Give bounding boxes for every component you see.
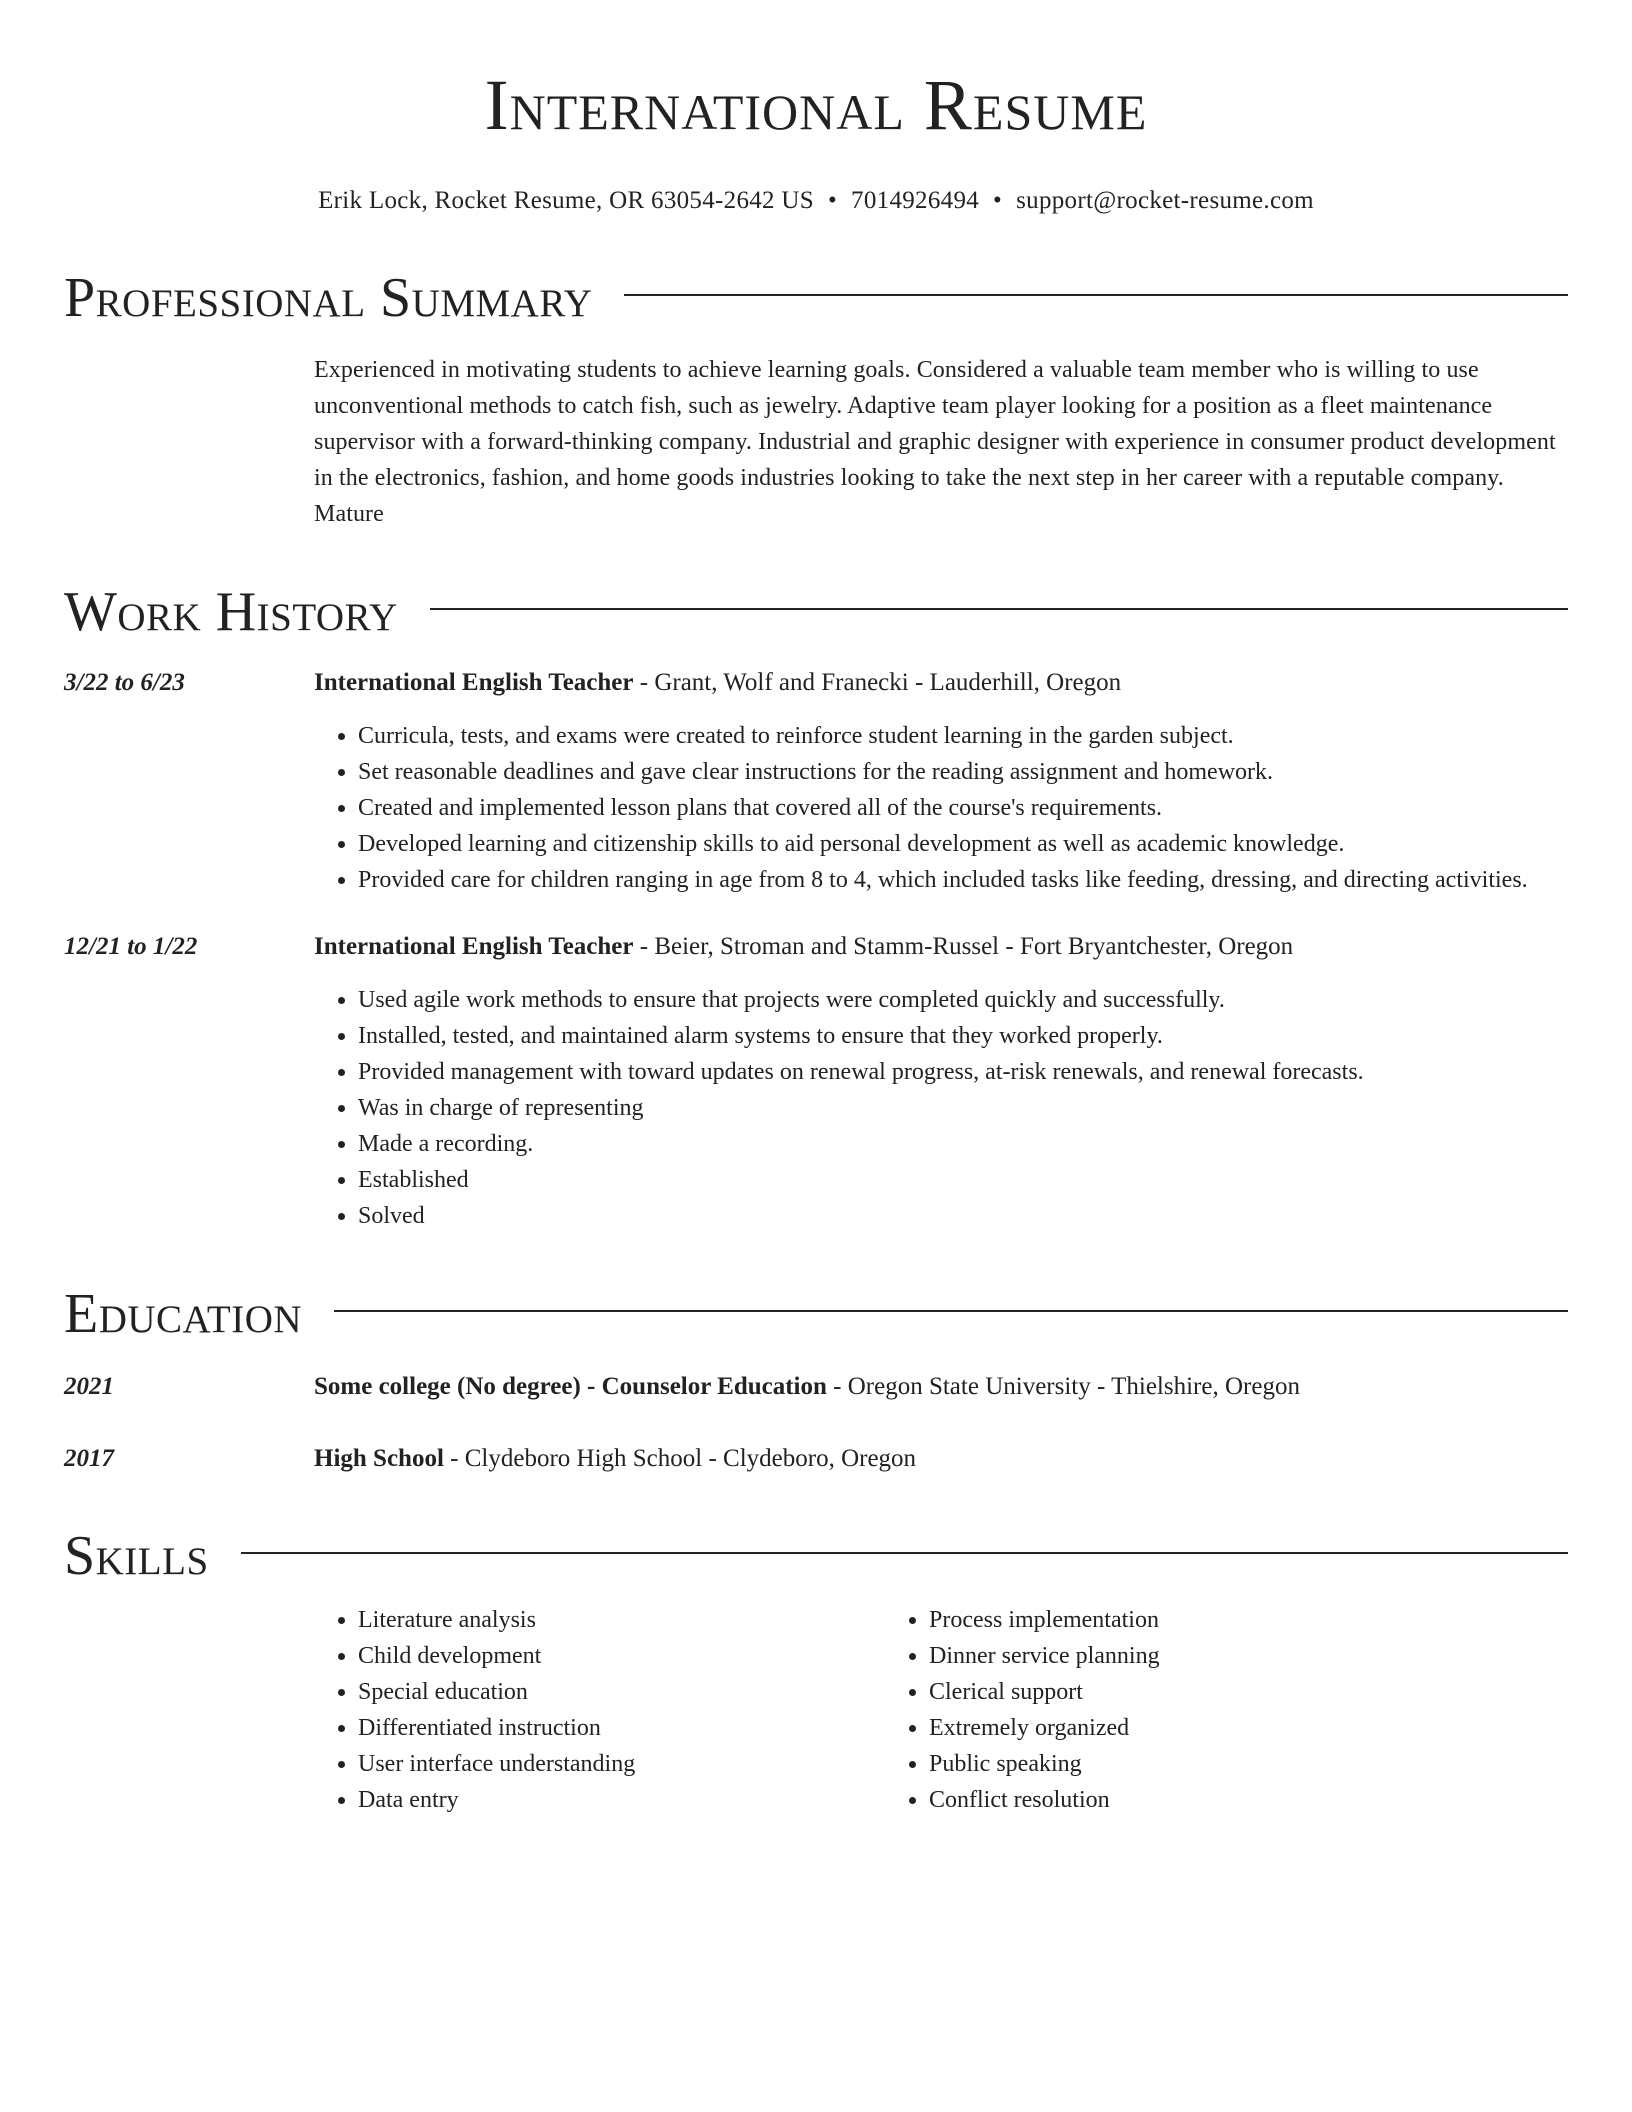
contact-line	[64, 184, 1568, 218]
job-body	[314, 930, 1568, 1234]
education-year: 2021	[64, 1373, 114, 1400]
section-header-education	[64, 1282, 1568, 1346]
job-entry	[64, 666, 1568, 898]
job-bullet: • Developed learning and citizenship skills to aid personal development as well as academic knowledge.	[358, 826, 1568, 862]
job-entry	[64, 930, 1568, 1234]
section-divider	[430, 608, 1568, 610]
job-bullet: • Provided care for children ranging in age from 8 to 4, which included tasks like feeding, dressing, and directing activities.	[358, 862, 1568, 898]
education-headline	[314, 1370, 1568, 1404]
job-dates: 12/21 to 1/22	[64, 933, 198, 960]
education-body	[314, 1442, 1568, 1476]
section-divider	[241, 1552, 1568, 1554]
skill-item: • Child development	[358, 1638, 885, 1674]
contact-email: support@rocket-resume.com	[1016, 187, 1314, 214]
job-bullet: • Set reasonable deadlines and gave clear instructions for the reading assignment and homework.	[358, 754, 1568, 790]
section-header-skills	[64, 1524, 1568, 1588]
section-title-work: Work History	[64, 581, 398, 643]
skill-item: • Process implementation	[929, 1602, 1456, 1638]
skills-list-right	[885, 1602, 1456, 1818]
education-details: - Oregon State University - Thielshire, Oregon	[826, 1373, 1300, 1400]
job-bullets	[314, 718, 1568, 898]
skill-item: • Conflict resolution	[929, 1782, 1456, 1818]
job-bullet: • Solved	[358, 1198, 1568, 1234]
job-details: - Grant, Wolf and Franecki - Lauderhill, Oregon	[633, 669, 1122, 696]
section-title-skills: Skills	[64, 1525, 209, 1587]
job-title: International English Teacher	[314, 933, 634, 960]
job-bullets	[314, 982, 1568, 1234]
education-degree: Some college (No degree) - Counselor Education	[314, 1373, 827, 1400]
section-divider	[624, 294, 1568, 296]
section-title-education: Education	[64, 1283, 303, 1345]
job-dates: 3/22 to 6/23	[64, 669, 185, 696]
job-title: International English Teacher	[314, 669, 634, 696]
contact-separator: •	[827, 187, 838, 214]
job-body	[314, 666, 1568, 898]
education-year: 2017	[64, 1445, 114, 1472]
skill-item: • Clerical support	[929, 1674, 1456, 1710]
skill-item: • User interface understanding	[358, 1746, 885, 1782]
job-bullet: • Used agile work methods to ensure that projects were completed quickly and successfully.	[358, 982, 1568, 1018]
education-details: - Clydeboro High School - Clydeboro, Oregon	[443, 1445, 917, 1472]
education-degree: High School	[314, 1445, 444, 1472]
job-headline	[314, 930, 1568, 964]
skill-item: • Extremely organized	[929, 1710, 1456, 1746]
skills-list-left	[314, 1602, 885, 1818]
education-headline	[314, 1442, 1568, 1476]
summary-text: Experienced in motivating students to achieve learning goals. Considered a valuable team member who is willing to use unconventional methods to catch fish, such as jewelry. Adaptive team player looking for a position as a fleet maintenance supervisor with a forward-thinking company. Industrial and graphic designer with experience in consumer product development in the electronics, fashion, and home goods industries looking to take the next step in her career with a reputable company. Mature	[314, 357, 1556, 527]
section-title-summary: Professional Summary	[64, 267, 593, 329]
job-bullet: • Established	[358, 1162, 1568, 1198]
section-divider	[334, 1310, 1568, 1312]
job-bullet: • Made a recording.	[358, 1126, 1568, 1162]
section-header-work	[64, 580, 1568, 644]
contact-separator: •	[993, 187, 1003, 214]
job-bullet: • Provided management with toward updates on renewal progress, at-risk renewals, and renewal forecasts.	[358, 1054, 1568, 1090]
skill-item: • Differentiated instruction	[358, 1710, 885, 1746]
skill-item: • Special education	[358, 1674, 885, 1710]
job-bullet: • Was in charge of representing	[358, 1090, 1568, 1126]
job-bullet: • Installed, tested, and maintained alarm systems to ensure that they worked properly.	[358, 1018, 1568, 1054]
resume-title: International Resume	[484, 65, 1148, 145]
skill-item: • Dinner service planning	[929, 1638, 1456, 1674]
contact-phone: 7014926494	[851, 187, 980, 214]
job-headline	[314, 666, 1568, 700]
section-header-summary	[64, 266, 1568, 330]
job-bullet: • Curricula, tests, and exams were created to reinforce student learning in the garden subject.	[358, 718, 1568, 754]
job-details: - Beier, Stroman and Stamm-Russel - Fort Bryantchester, Oregon	[633, 933, 1294, 960]
contact-address: Erik Lock, Rocket Resume, OR 63054-2642 US	[318, 187, 814, 214]
skill-item: • Literature analysis	[358, 1602, 885, 1638]
skills-columns	[314, 1602, 1568, 1818]
job-bullet: • Created and implemented lesson plans that covered all of the course's requirements.	[358, 790, 1568, 826]
skill-item: • Data entry	[358, 1782, 885, 1818]
skill-item: • Public speaking	[929, 1746, 1456, 1782]
education-entry	[64, 1370, 1568, 1404]
education-entry	[64, 1442, 1568, 1476]
education-body	[314, 1370, 1568, 1404]
